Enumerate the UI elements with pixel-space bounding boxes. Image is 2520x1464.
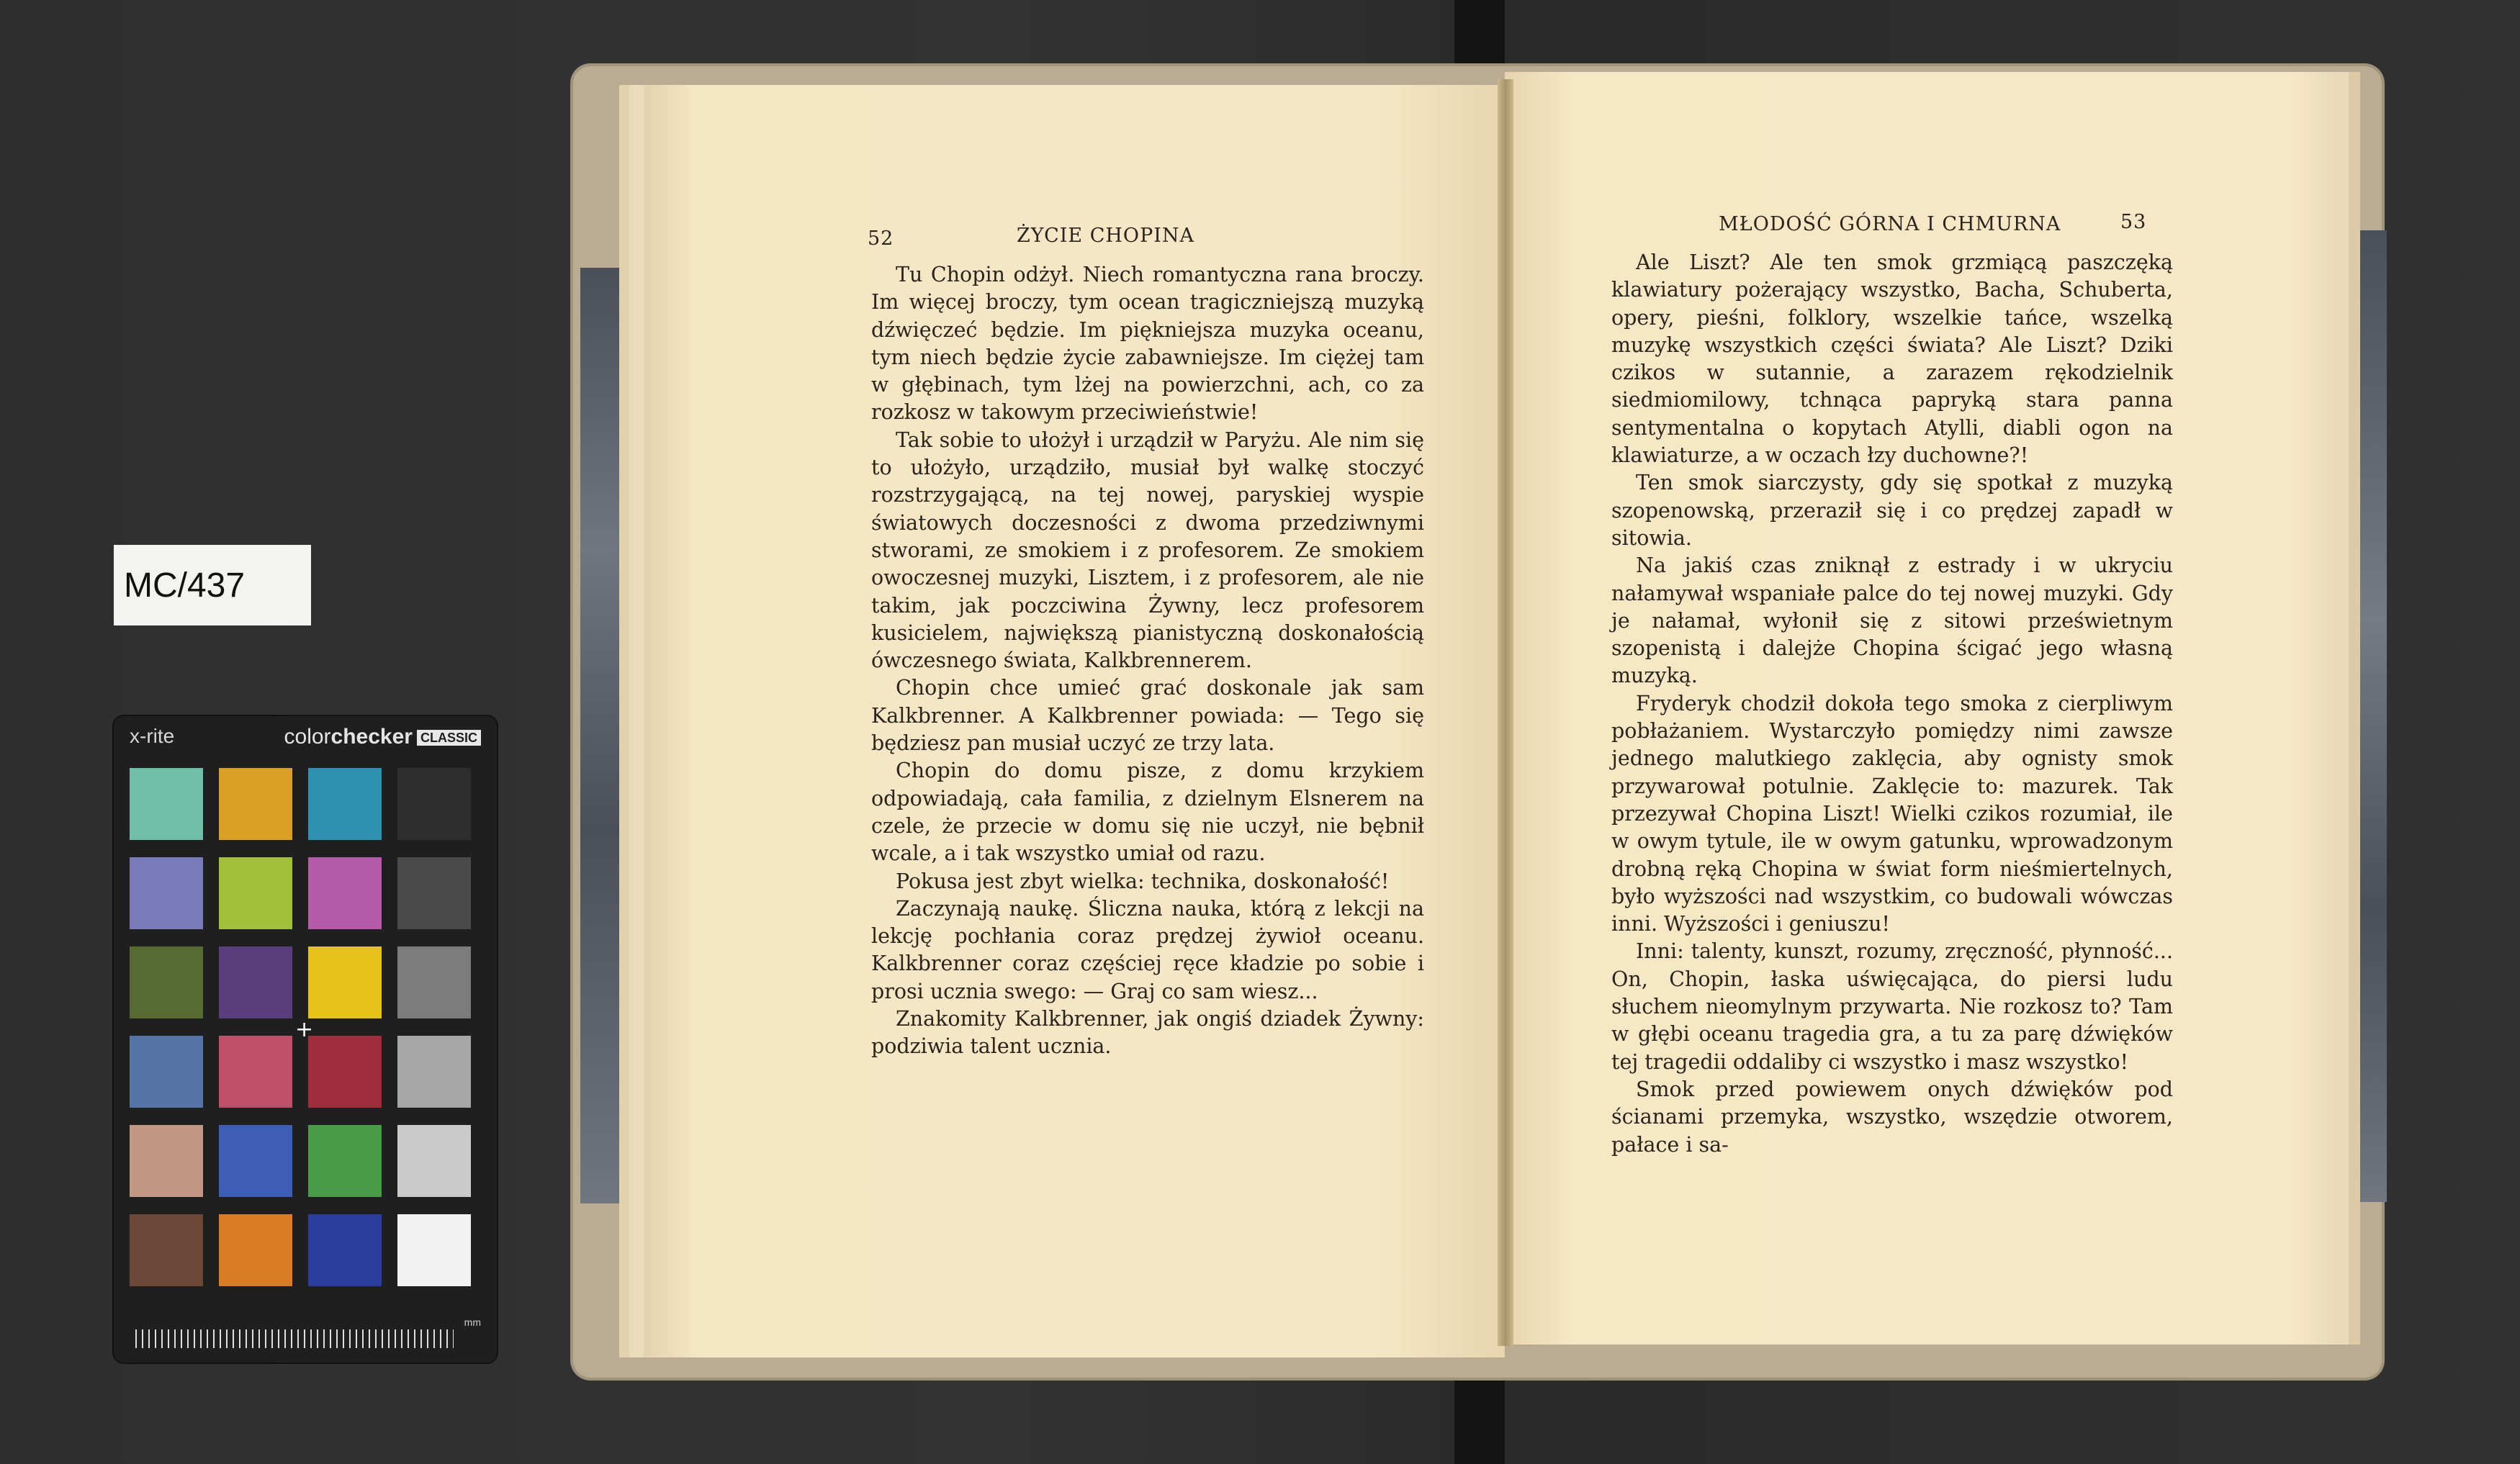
- book-gutter: [1498, 79, 1513, 1346]
- color-swatch: [397, 1036, 471, 1108]
- mm-ruler: [135, 1329, 454, 1348]
- paragraph: Znakomity Kalkbrenner, jak ongiś dziadek Żywny: podziwia talent ucznia.: [871, 1007, 1424, 1059]
- color-swatch: [308, 1214, 382, 1286]
- paragraph: Tak sobie to ułożył i urządził w Paryżu. Ale nim się to ułożyło, urządziło, musiał był walkę stoczyć rozstrzygającą, na tej nowej, paryskiej wyspie światowych doczesności z dwoma przedziwnymi stworami, ze smokiem i z profesorem. Ze smokiem owoczesnej muzyki, Lisztem, i z profesorem, ale nie takim, jak poczciwina Żywny, lecz profesorem kusicielem, największą pianistyczną doskonałością ówczesnego świata, Kalkbrennerem.: [871, 428, 1424, 673]
- color-swatch: [397, 857, 471, 929]
- paragraph: Pokusa jest zbyt wielka: technika, doskonałość!: [896, 869, 1390, 893]
- color-swatch: [219, 768, 292, 840]
- left-page-number: 52: [868, 227, 894, 250]
- colorchecker-badge: CLASSIC: [417, 730, 481, 746]
- ruler-unit: mm: [464, 1316, 481, 1328]
- paragraph: Inni: talenty, kunszt, rozumy, zręczność, płynność... On, Chopin, łaska uświęcająca, do piersi ludu słuchem nieomylnym przywarta. Nie rozkosz to? Tam w głębi oceanu tragedia gra, a tu za parę dźwięków tej tragedii oddaliby ci wszystko i masz wszystko!: [1611, 939, 2173, 1074]
- color-swatch: [308, 1036, 382, 1108]
- color-swatch: [219, 946, 292, 1018]
- color-swatch: [219, 1036, 292, 1108]
- colorchecker-title: colorchecker CLASSIC: [284, 725, 481, 749]
- color-swatch: [219, 1125, 292, 1197]
- color-swatch: [397, 768, 471, 840]
- paragraph: Chopin do domu pisze, z domu krzykiem odpowiadają, cała familia, z dzielnym Elsnerem na czele, że przecie w domu się nie uczył, nie bębnił wcale, a i tak wszystko umiał od razu.: [871, 759, 1424, 866]
- paragraph: Chopin chce umieć grać doskonale jak sam Kalkbrenner. A Kalkbrenner powiada: — Tego się będziesz pan musiał uczyć ze trzy lata.: [871, 676, 1424, 756]
- paragraph: Smok przed powiewem onych dźwięków pod ścianami przemyka, wszystko, wszędzie otworem, pałace i sa-: [1611, 1077, 2173, 1157]
- paragraph: Zaczynają naukę. Śliczna nauka, którą z lekcji na lekcję pochłania coraz prędzej żywioł oceanu. Kalkbrenner coraz częściej ręce kładzie po sobie i prosi ucznia swego: — Graj co sam wiesz...: [871, 896, 1424, 1003]
- color-swatch: [130, 857, 203, 929]
- paragraph: Na jakiś czas zniknął z estrady i w ukryciu nałamywał wspaniałe palce do tej nowej muzyki. Gdy je nałamał, wyłonił się z sitowi prześwietnym szopenistą i dalejże Chopina ścigać jego własną muzyką.: [1611, 553, 2173, 688]
- color-swatch: [397, 1214, 471, 1286]
- paragraph: Tu Chopin odżył. Niech romantyczna rana broczy. Im więcej broczy, tym ocean tragiczniejszą muzyką dźwięczeć będzie. Im piękniejsza muzyka oceanu, tym niech będzie życie zabawniejsze. Im ciężej tam w głębinach, tym lżej na powierzchni, ach, co za rozkosz w takowym przeciwieństwie!: [871, 263, 1424, 425]
- color-swatch: [308, 1125, 382, 1197]
- color-swatch: [130, 1214, 203, 1286]
- color-swatch: [308, 946, 382, 1018]
- catalog-label: MC/437: [114, 545, 311, 625]
- right-endpaper: [2344, 230, 2387, 1202]
- right-page-number: 53: [2120, 211, 2147, 233]
- left-endpaper: [580, 268, 624, 1203]
- color-swatch: [308, 857, 382, 929]
- color-swatch: [219, 857, 292, 929]
- left-page-body: [871, 261, 1424, 1061]
- paragraph: Ten smok siarczysty, gdy się spotkał z muzyką szopenowską, przeraził się i co prędzej zapadł w sitowia.: [1611, 471, 2173, 550]
- paragraph: Ale Liszt? Ale ten smok grzmiącą paszczęką klawiatury pożerający wszystko, Bacha, Schuberta, opery, pieśni, folklory, wszelkie tańce, wszelką muzykę wszystkich części świata? Ale Liszt? Dziki czikos w sutannie, a zarazem rękodzielnik siedmiomilowy, tchnąca papryką stara panna sentymentalna o kopytach Atylli, diabli ogon na klawiaturze, a w oczach łzy duchowne?!: [1611, 250, 2173, 468]
- crosshair-icon: +: [295, 1017, 314, 1042]
- paragraph: Fryderyk chodził dokoła tego smoka z cierpliwym pobłażaniem. Wystarczyło pomiędzy nimi zawsze jednego malutkiego zaklęcia, aby ognisty smok przywarował potulnie. Zaklęcie to: mazurek. Tak przezywał Chopina Liszt! Wielki czikos rozumiał, ile w owym tytule, ile w owym gatunku, wprowadzonym drobną ręką Chopina w świat form nieśmiertelnych, było wyższości nad wszystkim, co budowali wówczas inni. Wyższości i geniuszu!: [1611, 691, 2173, 936]
- color-swatch: [397, 1125, 471, 1197]
- right-page-body: [1611, 249, 2173, 1159]
- colorchecker-brand: x-rite: [130, 725, 175, 747]
- color-swatch: [308, 768, 382, 840]
- colorchecker-card: [114, 716, 497, 1363]
- color-swatch: [130, 946, 203, 1018]
- color-swatch: [219, 1214, 292, 1286]
- right-running-head: MŁODOŚĆ GÓRNA I CHMURNA: [1719, 213, 2061, 235]
- color-swatch: [130, 768, 203, 840]
- color-swatch: [397, 946, 471, 1018]
- color-swatch: [130, 1036, 203, 1108]
- left-running-head: ŻYCIE CHOPINA: [1017, 225, 1195, 247]
- color-swatch: [130, 1125, 203, 1197]
